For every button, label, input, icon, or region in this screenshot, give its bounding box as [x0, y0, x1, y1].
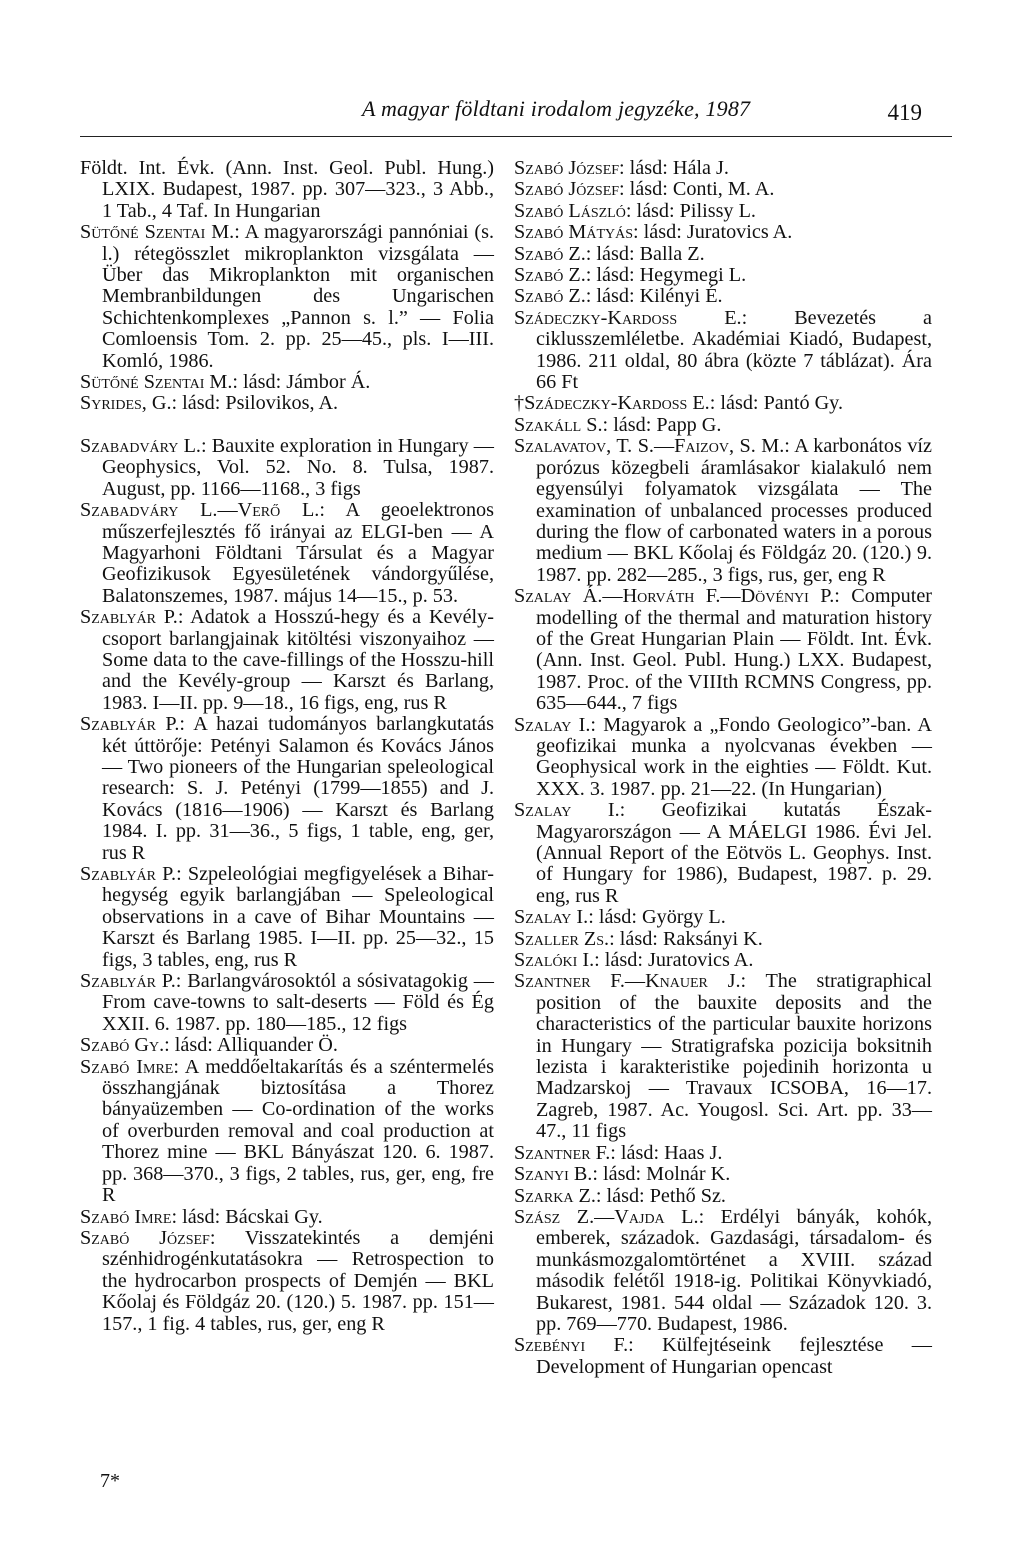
bibliography-entry — [80, 158, 494, 222]
bibliography-entry — [80, 372, 494, 393]
entry-text: : A hazai tudományos barlangkutatás két úttörője: Petényi Salamon és Kovács János — Two pioneers of the Hungarian speleological research: S. J. Petényi (1799—1855) and J. Kovács (1816—1906) — Karszt és Barlang 1984. I. pp. 31—36., 5 figs, 1 table, eng, ger, rus R — [102, 713, 494, 864]
entry-author: Szabó Z. — [514, 264, 586, 287]
entry-author: Szaller Zs. — [514, 927, 610, 950]
bibliography-entry — [80, 1035, 494, 1056]
bibliography-entry — [514, 436, 932, 586]
entry-author: Szabadváry L. — [80, 434, 201, 457]
bibliography-entry — [80, 1228, 494, 1335]
bibliography-entry — [514, 1143, 932, 1164]
bibliography-entry — [80, 971, 494, 1035]
right-column — [514, 158, 932, 1378]
entry-text: : lásd: Conti, M. A. — [619, 178, 775, 201]
entry-text: : lásd: Kilényi É. — [585, 285, 723, 308]
entry-text: : Computer modelling of the thermal and maturation history of the Great Hungarian Plain — Földt. Int. Évk. (Ann. Inst. Geol. Publ. Hung.) LXX. Budapest, 1987. Proc. of the VIIIth RCMNS Congress, pp. 635—644., 7 figs — [536, 585, 933, 715]
bibliography-entry — [514, 179, 932, 200]
entry-text: : Erdélyi bányák, kohók, emberek, századok. Gazdasági, társadalom- és munkásmozgalomtörténet a XVIII. század második felétől 1918-ig. Politikai Könyvkiadó, Bukarest, 1981. 544 oldal — Századok 120. 3. pp. 769—770. Budapest, 1986. — [536, 1205, 932, 1335]
entry-text: : lásd: Balla Z. — [585, 242, 705, 265]
entry-author: Szabó Z. — [514, 285, 586, 308]
entry-text: : lásd: Bácskai Gy. — [171, 1205, 323, 1228]
entry-text: : Geofizikai kutatás Észak-Magyarországon — A MÁELGI 1986. Évi Jel. (Annual Report of the Eötvös L. Geophys. Inst. of Hungary for 1986), Budapest, 1987. p. 29. eng, rus R — [536, 799, 932, 907]
entry-text: Földt. Int. Évk. (Ann. Inst. Geol. Publ. Hung.) LXIX. Budapest, 1987. pp. 307—323., 3 Abb., 1 Tab., 4 Taf. In Hungarian — [80, 157, 494, 222]
bibliography-entry — [514, 1335, 932, 1378]
entry-author: Sütőné Szentai M. — [80, 371, 233, 394]
entry-text: : lásd: Pilissy L. — [625, 199, 756, 222]
bibliography-entry — [514, 393, 932, 414]
bibliography-entry — [514, 244, 932, 265]
entry-author: Szalavatov, T. S.—Faizov, S. M. — [514, 435, 785, 458]
entry-text: : Bevezetés a ciklusszemléletbe. Akadémiai Kiadó, Budapest, 1986. 211 oldal, 80 ábra (közte 7 táblázat). Ára 66 Ft — [536, 306, 932, 394]
entry-text: : lásd: Hála J. — [619, 157, 729, 179]
entry-author: Szanyi B. — [514, 1163, 593, 1186]
bibliography-entry — [80, 1057, 494, 1207]
bibliography-entry — [80, 222, 494, 372]
entry-author: †Szádeczky-Kardoss E. — [514, 392, 710, 415]
entry-author: Szalay I. — [514, 799, 620, 822]
entry-author: Szádeczky-Kardoss E. — [514, 306, 742, 329]
bibliography-entry — [80, 607, 494, 714]
entry-text: : lásd: Pethő Sz. — [595, 1184, 726, 1207]
entry-author: Szarka Z. — [514, 1184, 596, 1207]
bibliography-entry — [514, 800, 932, 907]
entry-author: Szablyár P. — [80, 970, 176, 993]
entry-text: : Bauxite exploration in Hungary — Geophysics, Vol. 52. No. 8. Tulsa, 1987. August, pp. 1166—1168., 3 figs — [102, 434, 494, 500]
bibliography-entry — [514, 971, 932, 1142]
bibliography-entry — [514, 1186, 932, 1207]
entry-text: : A karbonátos víz porózus közegbeli áramlásakor kialakuló nem egyensúlyi folyamatok vizsgálata — The examination of unbalanced processes produced during the flow of carbonated waters in a porous medium — BKL Kőolaj és Földgáz 20. (120.) 9. 1987. pp. 282—285., 3 figs, rus, ger, eng R — [536, 435, 932, 586]
entry-author: Szabadváry L.—Verő L. — [80, 499, 320, 522]
entry-text: : A magyarországi pannóniai (s. l.) rétegösszlet mikroplankton vizsgálata — Über das Mikroplankton mit organischen Membranbildungen des Ungarischen Schichtenkomplexes „Pannon s. l.” — Folia Comloensis Tom. 2. pp. 25—45., pls. I—III. Komló, 1986. — [102, 221, 494, 372]
bibliography-entry — [514, 286, 932, 307]
bibliography-entry — [514, 308, 932, 394]
bibliography-entry — [514, 907, 932, 928]
page-number: 419 — [887, 100, 922, 125]
entry-text: : lásd: Raksányi K. — [609, 927, 763, 950]
entry-text: : lásd: Alliquander Ö. — [164, 1034, 338, 1057]
entry-text: : A geoelektronos műszerfejlesztés fő irányai az ELGI-ben — A Magyarhoni Földtani Társulat és a Magyar Geofizikusok Egyesületének vándorgyűlése, Balatonszemes, 1987. május 14—15., p. 53. — [102, 499, 494, 607]
bibliography-entry — [80, 436, 494, 500]
entry-text: : lásd: Molnár K. — [592, 1163, 731, 1186]
bibliography-entry — [514, 222, 932, 243]
bibliography-entry — [514, 715, 932, 801]
entry-text: : lásd: Pantó Gy. — [709, 392, 844, 415]
entry-author: Szabó László — [514, 199, 626, 222]
entry-author: Szabó Mátyás — [514, 221, 634, 244]
entry-author: Szebényi F. — [514, 1334, 629, 1357]
entry-author: Szantner F. — [514, 1141, 611, 1164]
bibliography-entry — [514, 1164, 932, 1185]
entry-author: Szabó Imre — [80, 1205, 172, 1228]
entry-text: : Barlangvárosoktól a sósivatagokig — From cave-towns to salt-deserts — Föld és Ég XXII. 6. 1987. pp. 180—185., 12 figs — [102, 970, 494, 1035]
entry-text: : lásd: Juratovics A. — [633, 221, 793, 244]
entry-text: : lásd: György L. — [588, 906, 726, 929]
entry-author: Syrides, G. — [80, 392, 172, 415]
entry-text: : Magyarok a „Fondo Geologico”-ban. A geofizikai munka a nyolcvanas években — Geophysical work in the eighties — Földt. Kut. XXX. 3. 1987. pp. 21—22. (In Hungarian) — [536, 713, 932, 800]
entry-text: : lásd: Haas J. — [610, 1141, 723, 1164]
entry-author: Szabó József — [80, 1226, 210, 1249]
entry-author: Szabó József — [514, 178, 620, 201]
entry-author: Szabó Z. — [514, 242, 586, 265]
left-column — [80, 158, 494, 1335]
entry-author: Szabó Gy. — [80, 1034, 165, 1057]
bibliography-entry — [514, 586, 932, 714]
bibliography-entry — [514, 929, 932, 950]
bibliography-entry — [514, 201, 932, 222]
entry-text: : lásd: Papp G. — [602, 413, 722, 436]
entry-text: : lásd: Hegymegi L. — [585, 264, 747, 287]
entry-author: Szász Z.—Vajda L. — [514, 1205, 699, 1228]
entry-text: : lásd: Juratovics A. — [594, 949, 754, 972]
entry-text: : Adatok a Hosszú-hegy és a Kevély-csoport barlangjainak kitöltési viszonyaihoz — Some data to the cave-fillings of the Hosszu-hill and the Kevély-group — Karszt és Barlang, 1983. I—II. pp. 9—18., 16 figs, eng, rus R — [102, 606, 494, 714]
entry-text: : lásd: Psilovikos, A. — [171, 392, 339, 415]
bibliography-entry — [514, 950, 932, 971]
entry-text: : Visszatekintés a demjéni szénhidrogénkutatásokra — Retrospection to the hydrocarbon prospects of Demjén — BKL Kőolaj és Földgáz 20. (120.) 5. 1987. pp. 151—157., 1 fig. 4 tables, rus, ger, eng R — [102, 1226, 494, 1335]
entry-text: : A meddőeltakarítás és a széntermelés összhangjának biztosítása a Thorez bányaüzemben — Co-ordination of the works of overburden removal and coal production at Thorez mine — BKL Bányászat 120. 6. 1987. pp. 368—370., 3 figs, 2 tables, rus, ger, eng, fre R — [102, 1055, 494, 1207]
entry-author: Sütőné Szentai M. — [80, 221, 235, 244]
entry-text: : Külfejtéseink fejlesztése — Development of Hungarian opencast — [536, 1334, 932, 1378]
bibliography-entry — [514, 415, 932, 436]
entry-author: Szalóki I. — [514, 949, 595, 972]
entry-author: Szabó József — [514, 157, 620, 179]
entry-text: : Szpeleológiai megfigyelések a Bihar-hegység egyik barlangjában — Speleological observations in a cave of Bihar Mountains — Karszt és Barlang 1985. I—II. pp. 25—32., 15 figs, 3 tables, eng, rus R — [102, 863, 494, 971]
entry-author: Szalay I. — [514, 906, 589, 929]
entry-author: Szalay Á.—Horváth F.—Dövényi P. — [514, 585, 835, 608]
entry-text: : The stratigraphical position of the bauxite deposits and the characteristics of the particular bauxite horizons in Hungary — Stratigrafska pozicija boksitnih lezista i karakteristike pojedinih horizonta u Madzarskoj — Travaux ICSOBA, 16—17. Zagreb, 1987. Ac. Yougosl. Sci. Art. pp. 33—47., 11 figs — [536, 970, 932, 1143]
entry-author: Szablyár P. — [80, 606, 178, 629]
bibliography-entry — [80, 1207, 494, 1228]
bibliography-entry — [514, 1207, 932, 1335]
bibliography-entry — [80, 393, 494, 414]
entry-text: : lásd: Jámbor Á. — [232, 371, 371, 394]
running-head — [80, 96, 952, 137]
entry-author: Szabó Imre — [80, 1055, 174, 1078]
bibliography-entry — [80, 714, 494, 864]
entry-author: Szablyár P. — [80, 863, 177, 885]
bibliography-entry — [514, 265, 932, 286]
entry-author: Szablyár P. — [80, 713, 180, 736]
entry-author: Szantner F.—Knauer J. — [514, 970, 741, 993]
running-title: A magyar földtani irodalom jegyzéke, 1987 — [362, 96, 751, 121]
entry-author: Szalay I. — [514, 713, 591, 736]
signature-mark: 7* — [100, 1470, 120, 1492]
entry-author: Szakáll S. — [514, 413, 603, 436]
bibliography-entry — [80, 864, 494, 971]
bibliography-entry — [514, 158, 932, 179]
bibliography-entry — [80, 500, 494, 607]
